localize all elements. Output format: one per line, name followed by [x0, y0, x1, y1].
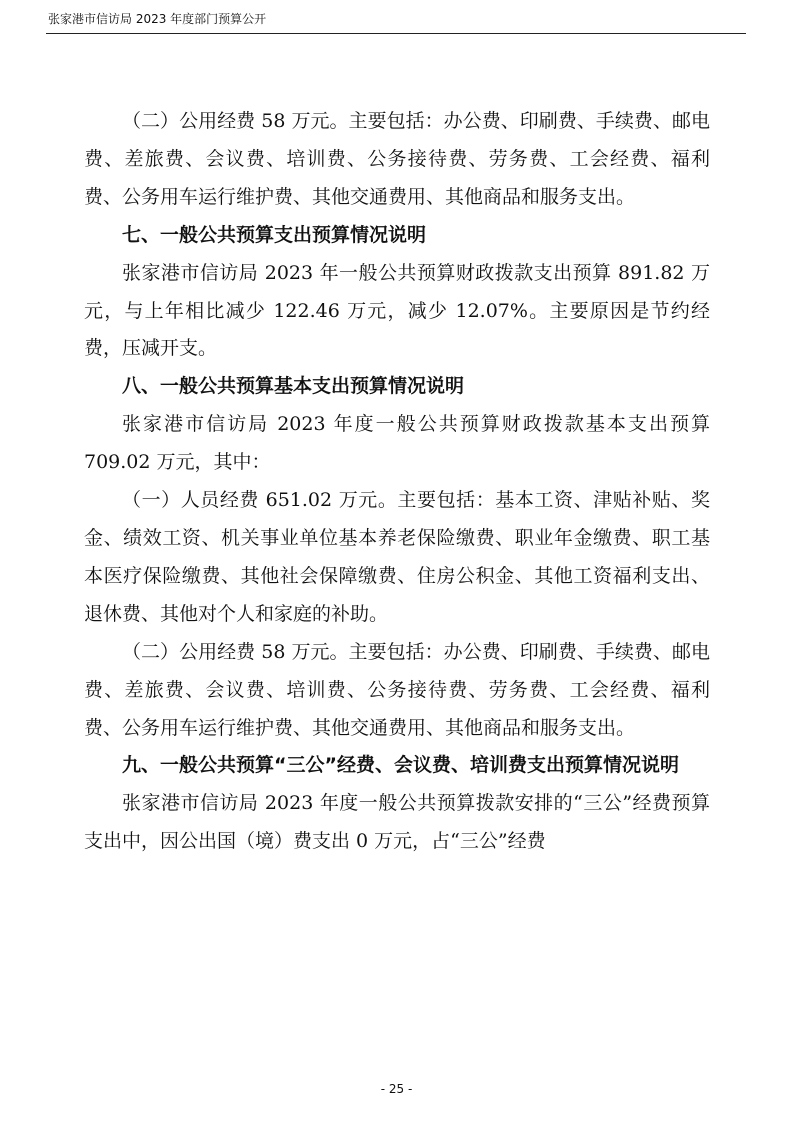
header-divider [46, 33, 746, 34]
paragraph-basic-expenditure: 张家港市信访局 2023 年度一般公共预算财政拨款基本支出预算 709.02 万元，其中： [84, 413, 710, 474]
section-heading-7: 七、一般公共预算支出预算情况说明 [122, 223, 427, 246]
running-header: 张家港市信访局 2023 年度部门预算公开 [48, 12, 267, 26]
paragraph-general-budget-expenditure: 张家港市信访局 2023 年一般公共预算财政拨款支出预算 891.82 万元，与上年相比减少 122.46 万元，减少 12.07%。主要原因是节约经费，压减开支。 [84, 261, 710, 360]
paragraph-personnel-expenses: （一）人员经费 651.02 万元。主要包括：基本工资、津贴补贴、奖金、绩效工资、机关事业单位基本养老保险缴费、职业年金缴费、职工基本医疗保险缴费、其他社会保障缴费、住房公积金、其他工资福利支出、退休费、其他对个人和家庭的补助。 [84, 489, 710, 625]
section-heading-9: 九、一般公共预算“三公”经费、会议费、培训费支出预算情况说明 [122, 754, 679, 777]
page-number: - 25 - [380, 1082, 413, 1096]
paragraph-public-expenses-1: （二）公用经费 58 万元。主要包括：办公费、印刷费、手续费、邮电费、差旅费、会议费、培训费、公务接待费、劳务费、工会经费、福利费、公务用车运行维护费、其他交通费用、其他商品和服务支出。 [84, 110, 710, 208]
section-heading-8: 八、一般公共预算基本支出预算情况说明 [122, 375, 465, 398]
paragraph-three-public-expenses: 张家港市信访局 2023 年度一般公共预算拨款安排的“三公”经费预算支出中，因公出国（境）费支出 0 万元，占“三公”经费 [84, 792, 710, 853]
paragraph-public-expenses-2: （二）公用经费 58 万元。主要包括：办公费、印刷费、手续费、邮电费、差旅费、会议费、培训费、公务接待费、劳务费、工会经费、福利费、公务用车运行维护费、其他交通费用、其他商品和服务支出。 [84, 640, 710, 739]
document-body [84, 103, 710, 861]
